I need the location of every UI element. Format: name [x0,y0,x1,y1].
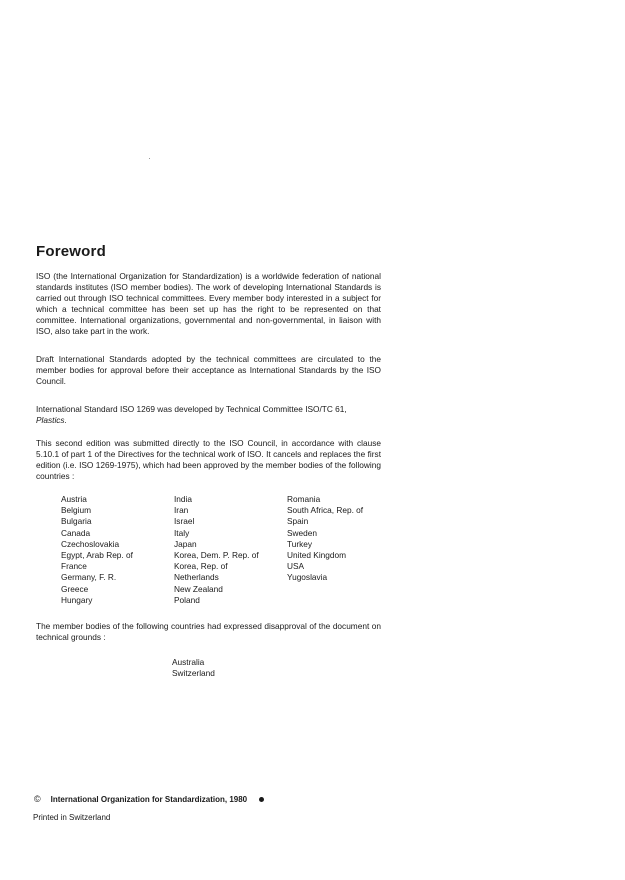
country-column-2 [174,494,287,606]
country-column-3 [287,494,391,606]
country-item: Belgium [61,505,91,516]
country-item: Poland [174,594,200,605]
copyright-line [34,794,264,804]
country-item: Austria [61,494,87,504]
country-item: Yugoslavia [287,572,328,583]
country-item: Sweden [287,527,317,538]
country-item: USA [287,561,305,572]
foreword-title: Foreword [36,243,106,260]
country-item: Switzerland [172,668,215,678]
country-item: Romania [287,494,321,504]
committee-name: Plastics. [36,415,67,425]
paragraph-3-text: International Standard ISO 1269 was developed by Technical Committee ISO/TC 61, [36,404,347,414]
approving-countries-list [61,494,391,606]
country-item: Korea, Rep. of [174,561,228,572]
country-item: India [174,494,192,504]
foreword-paragraph-4: This second edition was submitted directly to the ISO Council, in accordance with clause 5.10.1 of part 1 of the Directives for the technical work of ISO. It cancels and replaces the first edition (i.e. ISO 1269-1975), which had been approved by the member bodies of the following countries : [36,438,381,481]
country-item: Turkey [287,538,313,549]
country-item: Australia [172,657,205,667]
country-item: Spain [287,516,309,527]
country-item: Hungary [61,594,93,605]
foreword-paragraph-1: ISO (the International Organization for Standardization) is a worldwide federation of national standards institutes (ISO member bodies). The work of developing International Standards is carried out through ISO technical committees. Every member body interested in a subject for which a technical committee has been set up has the right to be represented on that committee. International organizations, governmental and non-governmental, in liaison with ISO, also take part in the work. [36,271,381,336]
country-item: Italy [174,527,190,538]
country-item: Israel [174,516,195,527]
copyright-text: International Organization for Standardization, 1980 [50,794,248,804]
scan-speck [149,158,150,159]
country-item: United Kingdom [287,550,347,561]
country-column-1 [61,494,174,606]
bullet-dot-icon [259,797,264,802]
country-item: France [61,561,87,572]
country-item: Czechoslovakia [61,538,120,549]
disapproving-countries-list [172,657,215,679]
copyright-symbol: © [34,794,41,804]
country-item: South Africa, Rep. of [287,505,364,516]
foreword-paragraph-disapproval: The member bodies of the following countries had expressed disapproval of the document on technical grounds : [36,621,381,642]
country-item: Japan [174,538,197,549]
country-item: New Zealand [174,583,223,594]
printed-in-line: Printed in Switzerland [33,813,111,822]
country-item: Germany, F. R. [61,572,117,583]
country-item: Netherlands [174,572,219,583]
country-item: Canada [61,527,91,538]
country-item: Bulgaria [61,516,92,527]
foreword-paragraph-3 [36,404,381,426]
foreword-paragraph-2: Draft International Standards adopted by the technical committees are circulated to the member bodies for approval before their acceptance as International Standards by the ISO Council. [36,354,381,386]
country-item: Korea, Dem. P. Rep. of [174,550,259,561]
country-item: Egypt, Arab Rep. of [61,550,133,561]
country-item: Iran [174,505,189,516]
country-item: Greece [61,583,89,594]
